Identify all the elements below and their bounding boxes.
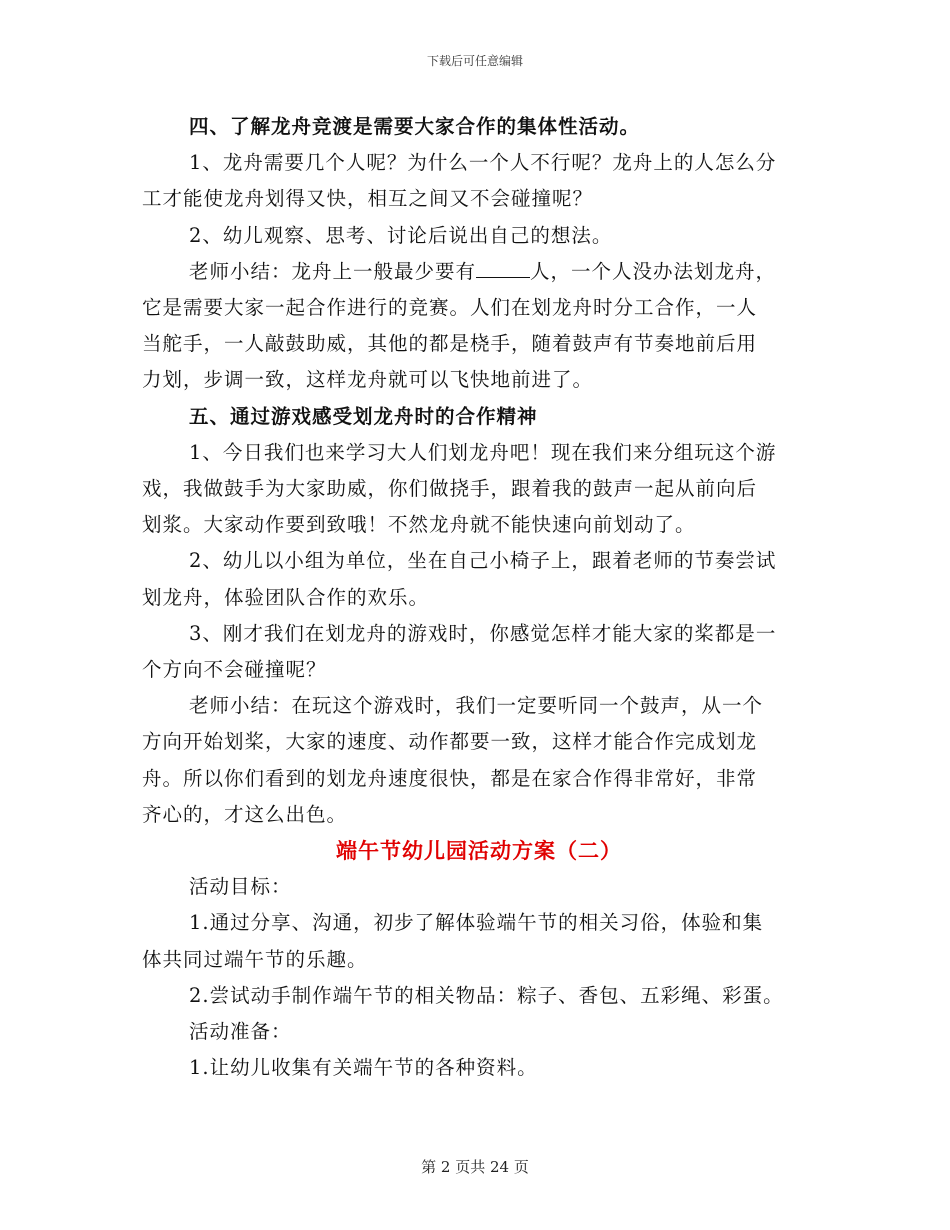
- preparation-label: 活动准备：: [189, 1020, 292, 1044]
- page-header: 下载后可任意编辑: [426, 54, 523, 68]
- paragraph-line: 工才能使龙舟划得又快，相互之间又不会碰撞呢？: [142, 187, 594, 211]
- paragraph-line: 2.尝试动手制作端午节的相关物品：粽子、香包、五彩绳、彩蛋。: [189, 983, 784, 1007]
- section-5-heading: 五、通过游戏感受划龙舟时的合作精神: [189, 404, 538, 428]
- paragraph-line: 1.通过分享、沟通，初步了解体验端午节的相关习俗，体验和集: [189, 911, 764, 935]
- plan-2-title: 端午节幼儿园活动方案（二）: [336, 839, 622, 864]
- paragraph-line: 它是需要大家一起合作进行的竞赛。人们在划龙舟时分工合作，一人: [142, 296, 758, 320]
- paragraph-line: 划浆。大家动作要到致哦！不然龙舟就不能快速向前划动了。: [142, 513, 696, 537]
- paragraph-line: 方向开始划桨，大家的速度、动作都要一致，这样才能合作完成划龙: [142, 730, 758, 754]
- fill-in-blank: [476, 259, 530, 278]
- paragraph-line: 戏，我做鼓手为大家助威，你们做挠手，跟着我的鼓声一起从前向后: [142, 477, 758, 501]
- summary-text: 人，一个人没办法划龙舟，: [530, 259, 777, 283]
- paragraph-line: 老师小结：在玩这个游戏时，我们一定要听同一个鼓声，从一个: [189, 694, 764, 718]
- paragraph-line: 2、幼儿以小组为单位，坐在自己小椅子上，跟着老师的节奏尝试: [189, 549, 777, 573]
- teacher-summary-line: [142, 254, 806, 290]
- paragraph-line: 1、今日我们也来学习大人们划龙舟吧！现在我们来分组玩这个游: [189, 440, 777, 464]
- paragraph-line: 舟。所以你们看到的划龙舟速度很快，都是在家合作得非常好，非常: [142, 766, 758, 790]
- paragraph-line: 力划，步调一致，这样龙舟就可以飞快地前进了。: [142, 368, 594, 392]
- paragraph-line: 3、刚才我们在划龙舟的游戏时，你感觉怎样才能大家的桨都是一: [189, 621, 777, 645]
- goals-label: 活动目标：: [189, 875, 292, 899]
- paragraph-line: 当舵手，一人敲鼓助威，其他的都是桡手，随着鼓声有节奏地前后用: [142, 332, 758, 356]
- paragraph-line: 体共同过端午节的乐趣。: [142, 947, 368, 971]
- document-body: [142, 109, 806, 1086]
- section-4-heading: 四、了解龙舟竞渡是需要大家合作的集体性活动。: [189, 115, 641, 138]
- paragraph-line: 划龙舟，体验团队合作的欢乐。: [142, 585, 430, 609]
- paragraph-line: 2、幼儿观察、思考、讨论后说出自己的想法。: [189, 223, 613, 247]
- paragraph-line: 1、龙舟需要几个人呢？为什么一个人不行呢？龙舟上的人怎么分: [189, 151, 777, 175]
- paragraph-line: 齐心的，才这么出色。: [142, 802, 348, 826]
- paragraph-line: 个方向不会碰撞呢？: [142, 658, 327, 682]
- summary-text: 老师小结：龙舟上一般最少要有: [189, 259, 477, 283]
- page-footer: 第 2 页共 24 页: [421, 1158, 529, 1176]
- paragraph-line: 1.让幼儿收集有关端午节的各种资料。: [189, 1056, 538, 1080]
